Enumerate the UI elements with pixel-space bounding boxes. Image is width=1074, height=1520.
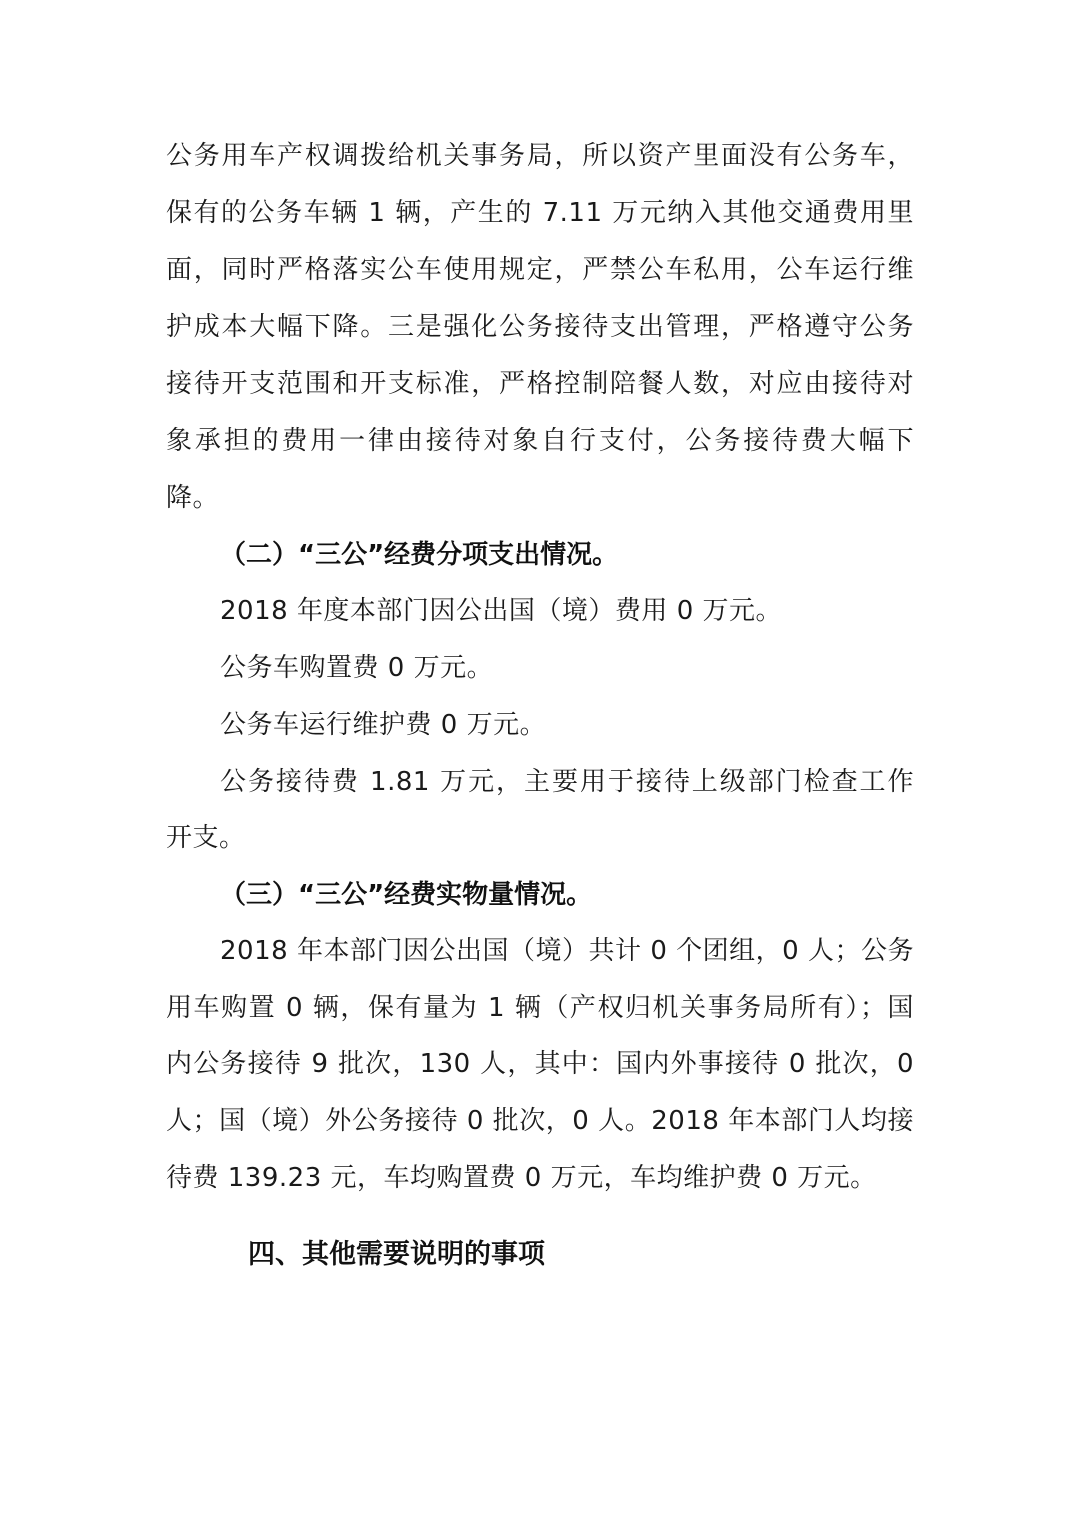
paragraph-line: 接待开支范围和开支标准，严格控制陪餐人数，对应由接待对 <box>166 369 914 399</box>
paragraph-line: 降。 <box>166 483 220 513</box>
paragraph-line: 人；国（境）外公务接待 0 批次，0 人。2018 年本部门人均接 <box>166 1106 914 1136</box>
subsection-heading: （三）“三公”经费实物量情况。 <box>220 880 593 910</box>
paragraph-line: 面，同时严格落实公车使用规定，严禁公车私用，公车运行维 <box>166 255 914 285</box>
paragraph-line: 2018 年本部门因公出国（境）共计 0 个团组，0 人；公务 <box>220 936 914 966</box>
paragraph-line: 用车购置 0 辆，保有量为 1 辆（产权归机关事务局所有）；国 <box>166 993 914 1023</box>
paragraph-line: 内公务接待 9 批次，130 人，其中：国内外事接待 0 批次，0 <box>166 1049 914 1079</box>
reception-line: 公务接待费 1.81 万元，主要用于接待上级部门检查工作 <box>220 767 914 797</box>
expense-item: 公务车运行维护费 0 万元。 <box>220 710 547 740</box>
expense-item: 公务车购置费 0 万元。 <box>220 653 494 683</box>
paragraph-line: 护成本大幅下降。三是强化公务接待支出管理，严格遵守公务 <box>166 312 914 342</box>
paragraph-line: 象承担的费用一律由接待对象自行支付，公务接待费大幅下 <box>166 426 914 456</box>
expense-item: 2018 年度本部门因公出国（境）费用 0 万元。 <box>220 596 783 626</box>
paragraph-line: 保有的公务车辆 1 辆，产生的 7.11 万元纳入其他交通费用里 <box>166 198 914 228</box>
subsection-heading: （二）“三公”经费分项支出情况。 <box>220 540 619 570</box>
paragraph-line: 待费 139.23 元，车均购置费 0 万元，车均维护费 0 万元。 <box>166 1163 877 1193</box>
paragraph-line: 公务用车产权调拨给机关事务局，所以资产里面没有公务车， <box>166 141 914 171</box>
section-heading: 四、其他需要说明的事项 <box>248 1239 545 1270</box>
reception-line: 开支。 <box>166 823 246 853</box>
